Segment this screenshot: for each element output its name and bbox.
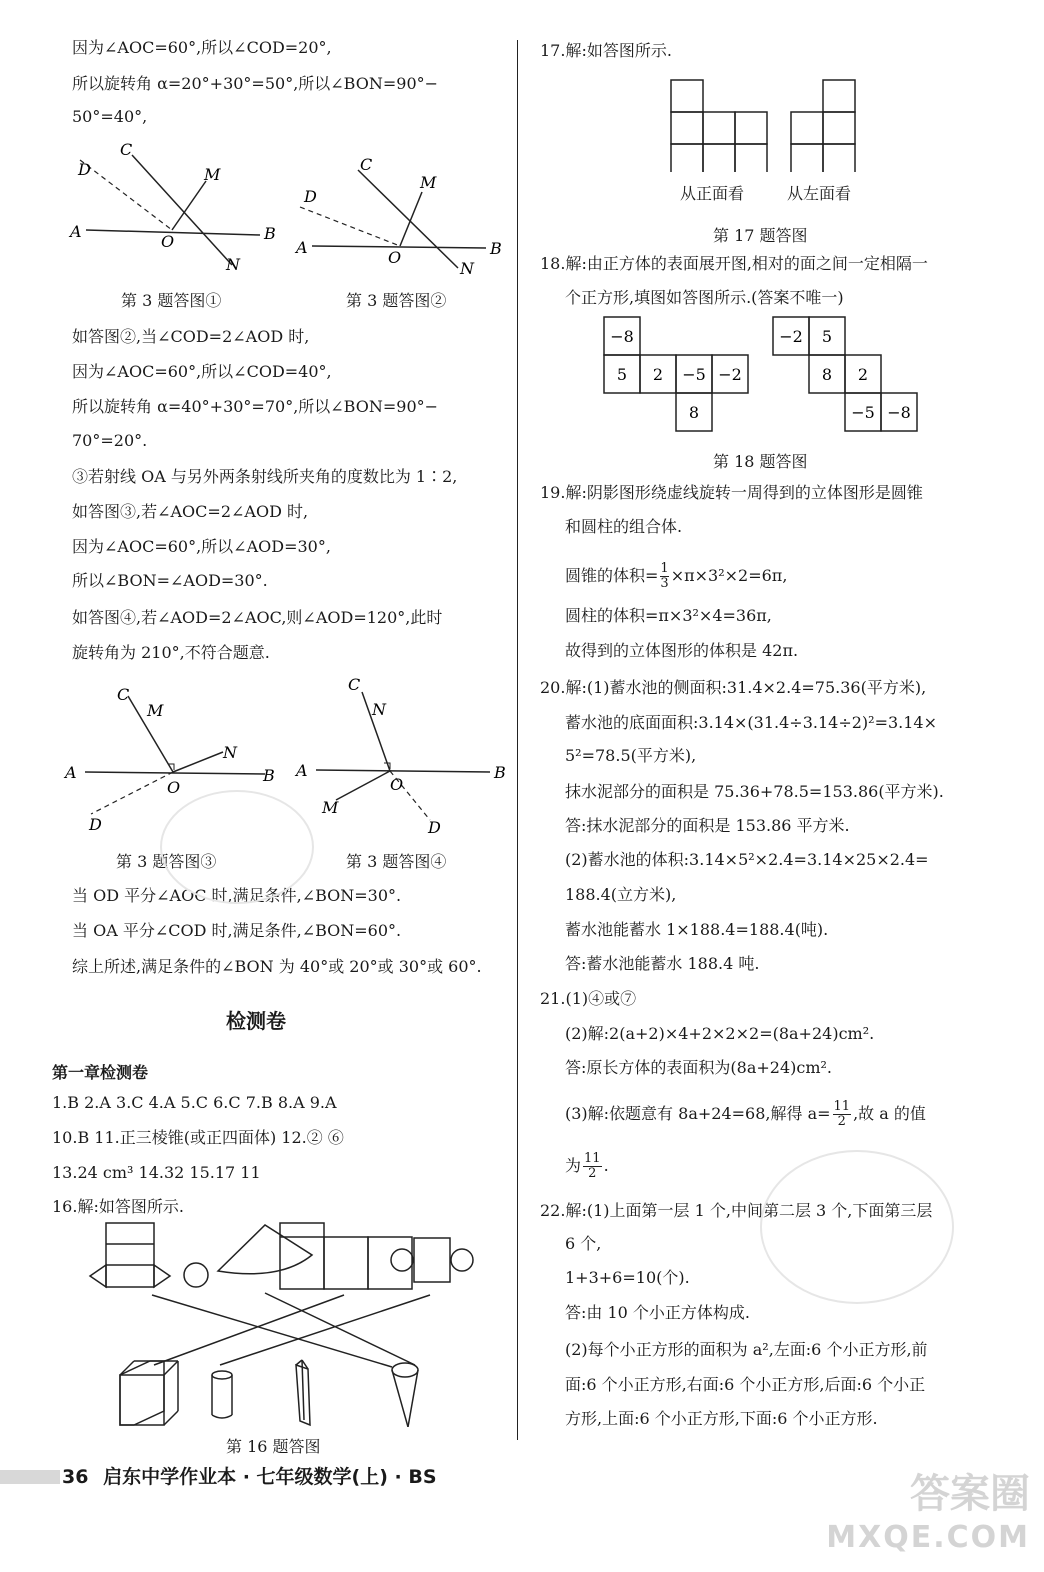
- question-17: 17.解:如答图所示.: [540, 41, 672, 60]
- net-cell: −8: [610, 327, 634, 346]
- text-line: [565, 562, 787, 591]
- net-cell: −5: [682, 365, 706, 384]
- answer-line: 1.B 2.A 3.C 4.A 5.C 6.C 7.B 8.A 9.A: [52, 1093, 337, 1112]
- q21-answer-suffix: .: [603, 1156, 609, 1175]
- page-footer: [62, 1462, 437, 1489]
- figure-caption: 第 3 题答图③: [116, 852, 217, 871]
- label-o: O: [161, 232, 175, 251]
- text-line: [565, 1152, 609, 1181]
- text-line: 19.解:阴影图形绕虚线旋转一周得到的立体图形是圆锥: [540, 483, 923, 502]
- net-cell: 5: [616, 365, 628, 384]
- text-line: 和圆柱的组合体.: [565, 517, 683, 536]
- text-line: 答:原长方体的表面积为(8a+24)cm².: [565, 1058, 832, 1077]
- text-line: 18.解:由正方体的表面展开图,相对的面之间一定相隔一: [540, 254, 928, 273]
- label-m: M: [147, 701, 164, 720]
- cylinder-net: [414, 1238, 450, 1282]
- watermark-line1: 答案圈: [910, 1471, 1030, 1517]
- label-b: B: [264, 224, 276, 243]
- net-cell: 2: [652, 365, 664, 384]
- fraction-denominator: 2: [588, 1166, 597, 1181]
- fraction-eleven-halves: [583, 1152, 602, 1181]
- column-divider: [517, 40, 518, 1440]
- figure-caption: 第 3 题答图④: [346, 852, 447, 871]
- text-line: 抹水泥部分的面积是 75.36+78.5=153.86(平方米).: [565, 782, 944, 801]
- text-line: 所以旋转角 α=20°+30°=50°,所以∠BON=90°−: [72, 74, 439, 93]
- text-line: (2)解:2(a+2)×4+2×2×2=(8a+24)cm².: [565, 1024, 875, 1043]
- text-line: 故得到的立体图形的体积是 42π.: [565, 641, 799, 660]
- q21-part3-suffix: ,故 a 的值: [853, 1104, 926, 1123]
- text-line: 蓄水池的底面面积:3.14×(31.4÷3.14÷2)²=3.14×: [565, 713, 938, 732]
- figure-caption: 第 3 题答图②: [346, 291, 447, 310]
- label-n: N: [460, 259, 474, 278]
- left-column: [0, 0, 516, 1456]
- text-line: 答:抹水泥部分的面积是 153.86 平方米.: [565, 816, 850, 835]
- text-line: 面:6 个小正方形,右面:6 个小正方形,后面:6 个小正: [565, 1375, 926, 1394]
- net-cell: −2: [718, 365, 742, 384]
- net-cell: −8: [887, 403, 911, 422]
- text-line: 70°=20°.: [72, 431, 148, 450]
- answer-line: 10.B 11.正三棱锥(或正四面体) 12.② ⑥: [52, 1128, 344, 1147]
- label-c: C: [120, 140, 133, 159]
- ray-om: [336, 771, 390, 800]
- q21-answer-prefix: 为: [565, 1156, 582, 1175]
- q21-part3-prefix: (3)解:依题意有 8a+24=68,解得 a=: [565, 1104, 831, 1123]
- figure-17-views: [663, 72, 863, 172]
- label-m: M: [420, 173, 437, 192]
- answer-line: 13.24 cm³ 14.32 15.17 11: [52, 1163, 261, 1182]
- label-a: A: [70, 222, 82, 241]
- section-title: 检测卷: [226, 1009, 286, 1033]
- text-line: 当 OA 平分∠COD 时,满足条件,∠BON=60°.: [72, 921, 402, 940]
- ray-od: [80, 160, 172, 230]
- label-b: B: [494, 763, 506, 782]
- net-cell: 8: [821, 365, 833, 384]
- text-line: (2)蓄水池的体积:3.14×5²×2.4=3.14×25×2.4=: [565, 850, 929, 869]
- label-c: C: [360, 155, 373, 174]
- cone-solid: [392, 1363, 418, 1377]
- text-line: 188.4(立方米),: [565, 885, 677, 904]
- fraction-denominator: 3: [660, 576, 669, 591]
- fraction-denominator: 2: [837, 1114, 846, 1129]
- ray-od: [300, 207, 400, 246]
- figure-16: [80, 1215, 480, 1427]
- box-net: [280, 1223, 324, 1289]
- label-m: M: [322, 798, 339, 817]
- label-n: N: [372, 700, 386, 719]
- ray-om: [400, 192, 422, 246]
- net-cell: 2: [857, 365, 869, 384]
- view-left-label: 从左面看: [787, 184, 852, 203]
- cone-volume-expr: ×π×3²×2=6π,: [670, 566, 788, 585]
- prism-net: [106, 1223, 154, 1287]
- text-line: 当 OD 平分∠AOC 时,满足条件,∠BON=30°.: [72, 886, 402, 905]
- figure-18-net-2: [772, 316, 932, 436]
- figure-caption: 第 3 题答图①: [121, 291, 222, 310]
- label-o: O: [390, 775, 404, 794]
- fraction-numerator: 11: [584, 1151, 601, 1166]
- figure-3-2: [290, 150, 510, 280]
- figure-18-net-1: [603, 316, 763, 436]
- chapter-title: 第一章检测卷: [52, 1063, 149, 1082]
- label-o: O: [167, 778, 181, 797]
- text-line: [565, 1100, 926, 1129]
- label-n: N: [223, 743, 237, 762]
- text-line: 如答图④,若∠AOD=2∠AOC,则∠AOD=120°,此时: [72, 608, 443, 627]
- text-line: 如答图②,当∠COD=2∠AOD 时,: [72, 327, 310, 346]
- fraction-numerator: 11: [833, 1099, 851, 1114]
- label-m: M: [204, 165, 221, 184]
- cylinder-solid: [212, 1371, 232, 1379]
- text-line: 5²=78.5(平方米),: [565, 746, 697, 765]
- label-n: N: [226, 255, 240, 274]
- text-line: 圆柱的体积=π×3²×4=36π,: [565, 606, 772, 625]
- answer-line: 16.解:如答图所示.: [52, 1197, 184, 1216]
- label-d: D: [89, 815, 102, 834]
- line-ab: [316, 770, 490, 772]
- label-a: A: [296, 761, 308, 780]
- label-a: A: [296, 238, 308, 257]
- text-line: 22.解:(1)上面第一层 1 个,中间第二层 3 个,下面第三层: [540, 1201, 933, 1220]
- text-line: 20.解:(1)蓄水池的侧面积:31.4×2.4=75.36(平方米),: [540, 678, 927, 697]
- faint-stamp: [160, 790, 314, 904]
- label-c: C: [348, 675, 361, 694]
- label-d: D: [428, 818, 441, 837]
- faint-stamp: [760, 1150, 954, 1304]
- cone-net: [218, 1225, 312, 1274]
- text-line: 综上所述,满足条件的∠BON 为 40°或 20°或 30°或 60°.: [72, 957, 482, 976]
- view-front-label: 从正面看: [680, 184, 745, 203]
- fraction-eleven-halves: [833, 1100, 852, 1129]
- figure-3-1: [60, 135, 290, 280]
- text-line: 1+3+6=10(个).: [565, 1268, 690, 1287]
- ray-od: [91, 772, 173, 814]
- net-cell: 5: [821, 327, 833, 346]
- label-d: D: [304, 187, 317, 206]
- line-ab: [85, 772, 265, 774]
- text-line: (2)每个小正方形的面积为 a²,左面:6 个小正方形,前: [565, 1340, 928, 1359]
- label-o: O: [388, 248, 402, 267]
- label-b: B: [263, 766, 275, 785]
- text-line: 答:由 10 个小正方体构成.: [565, 1303, 751, 1322]
- text-line: 所以∠BON=∠AOD=30°.: [72, 571, 268, 590]
- net-cell: 8: [688, 403, 700, 422]
- text-line: 旋转角为 210°,不符合题意.: [72, 643, 270, 662]
- net-cell: −2: [779, 327, 803, 346]
- text-line: 因为∠AOC=60°,所以∠COD=20°,: [72, 38, 332, 57]
- net-cell: −5: [851, 403, 875, 422]
- text-line: 因为∠AOC=60°,所以∠COD=40°,: [72, 362, 332, 381]
- text-line: 蓄水池能蓄水 1×188.4=188.4(吨).: [565, 920, 829, 939]
- text-line: 如答图③,若∠AOC=2∠AOD 时,: [72, 502, 309, 521]
- text-line: 50°=40°,: [72, 107, 148, 126]
- text-line: 方形,上面:6 个小正方形,下面:6 个小正方形.: [565, 1409, 878, 1428]
- figure-caption: 第 16 题答图: [226, 1437, 321, 1456]
- text-line: 因为∠AOC=60°,所以∠AOD=30°,: [72, 537, 331, 556]
- ray-on: [173, 752, 223, 772]
- label-a: A: [65, 763, 77, 782]
- figure-caption: 第 18 题答图: [713, 452, 808, 471]
- text-line: ③若射线 OA 与另外两条射线所夹角的度数比为 1∶2,: [72, 467, 458, 486]
- text-line: 个正方形,填图如答图所示.(答案不唯一): [565, 288, 844, 307]
- cuboid-solid: [120, 1361, 164, 1425]
- figure-caption: 第 17 题答图: [713, 226, 808, 245]
- watermark: [826, 1472, 1030, 1560]
- footer-bar: [0, 1470, 60, 1484]
- cone-volume-label: 圆锥的体积=: [565, 566, 659, 585]
- label-b: B: [490, 239, 502, 258]
- text-line: 6 个,: [565, 1234, 602, 1253]
- page-number: 36: [62, 1466, 89, 1488]
- label-c: C: [117, 685, 130, 704]
- text-line: 答:蓄水池能蓄水 188.4 吨.: [565, 954, 760, 973]
- text-line: 21.(1)④或⑦: [540, 989, 637, 1008]
- figure-3-4: [290, 670, 510, 840]
- label-d: D: [78, 160, 91, 179]
- book-title: 启东中学作业本 · 七年级数学(上) · BS: [103, 1466, 437, 1488]
- ray-oc-on: [358, 170, 458, 268]
- fraction-one-third: [660, 562, 668, 591]
- watermark-line2: MXQE.COM: [826, 1520, 1030, 1555]
- text-line: 所以旋转角 α=40°+30°=70°,所以∠BON=90°−: [72, 397, 439, 416]
- fraction-numerator: 1: [660, 561, 669, 576]
